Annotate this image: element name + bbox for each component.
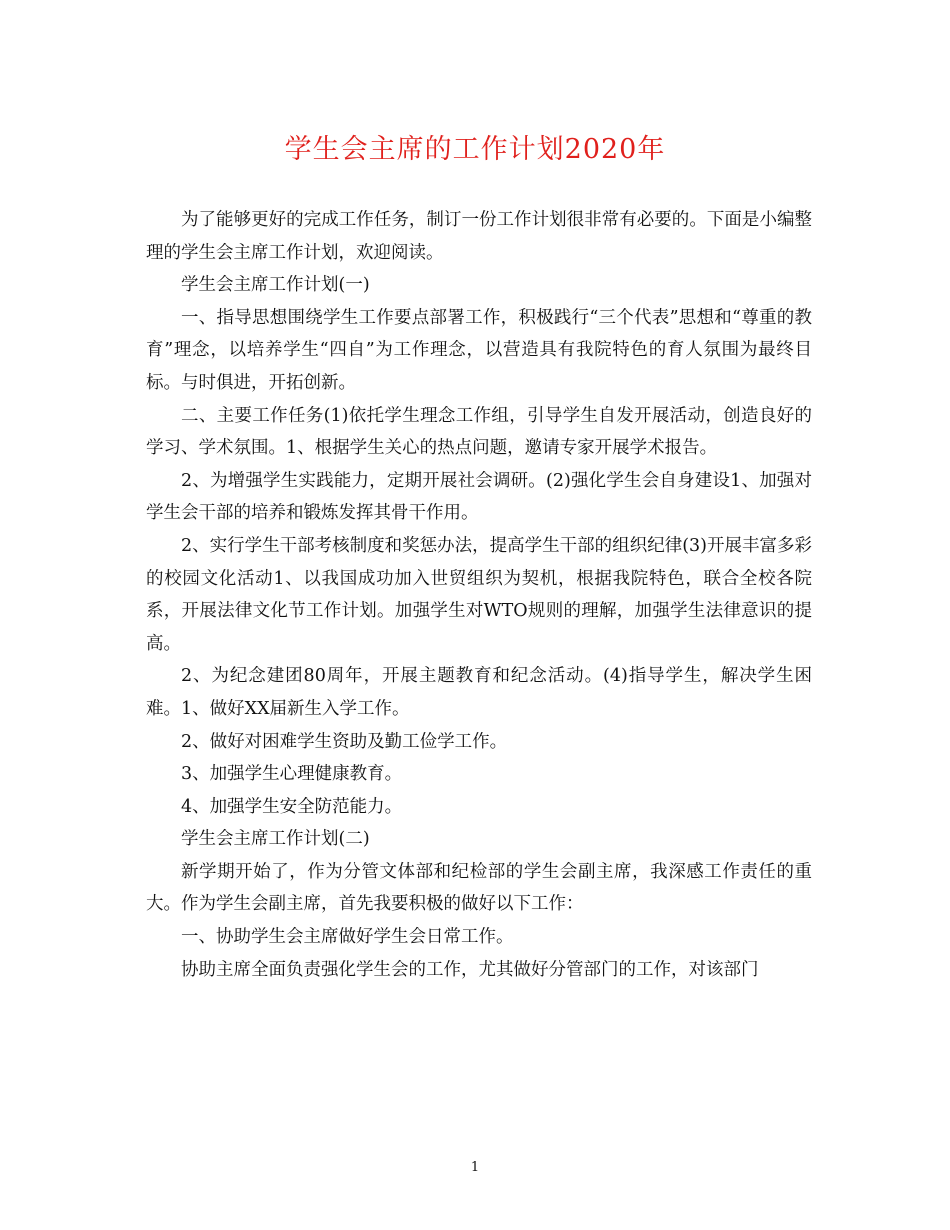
paragraph: 2、为纪念建团80周年，开展主题教育和纪念活动。(4)指导学生，解决学生困难。1、做好XX届新生入学工作。 [146, 666, 812, 719]
paragraph: 为了能够更好的完成工作任务，制订一份工作计划很非常有必要的。下面是小编整理的学生会主席工作计划，欢迎阅读。 [146, 210, 812, 263]
paragraph: 一、指导思想围绕学生工作要点部署工作，积极践行“三个代表”思想和“尊重的教育”理念，以培养学生“四自”为工作理念，以营造具有我院特色的育人氛围为最终目标。与时俱进，开拓创新。 [146, 307, 812, 393]
paragraph: 2、做好对困难学生资助及勤工俭学工作。 [181, 731, 508, 752]
section-heading: 学生会主席工作计划(二) [181, 829, 370, 850]
paragraph: 3、加强学生心理健康教育。 [181, 764, 403, 785]
page-number: 1 [470, 1160, 480, 1175]
document-body [146, 204, 812, 986]
paragraph: 2、实行学生干部考核制度和奖惩办法，提高学生干部的组织纪律(3)开展丰富多彩的校园文化活动1、以我国成功加入世贸组织为契机，根据我院特色，联合全校各院系，开展法律文化节工作计划。加强学生对WTO规则的理解，加强学生法律意识的提高。 [146, 535, 812, 654]
paragraph: 2、为增强学生实践能力，定期开展社会调研。(2)强化学生会自身建设1、加强对学生会干部的培养和锻炼发挥其骨干作用。 [146, 470, 812, 524]
section-heading: 学生会主席工作计划(一) [181, 275, 370, 296]
paragraph: 一、协助学生会主席做好学生会日常工作。 [181, 927, 514, 948]
paragraph: 4、加强学生安全防范能力。 [181, 796, 403, 817]
paragraph: 新学期开始了，作为分管文体部和纪检部的学生会副主席，我深感工作责任的重大。作为学生会副主席，首先我要积极的做好以下工作： [146, 861, 812, 915]
paragraph: 协助主席全面负责强化学生会的工作，尤其做好分管部门的工作，对该部门 [181, 959, 759, 980]
document-title: 学生会主席的工作计划2020年 [284, 134, 666, 165]
paragraph: 二、主要工作任务(1)依托学生理念工作组，引导学生自发开展活动，创造良好的学习、学术氛围。1、根据学生关心的热点问题，邀请专家开展学术报告。 [146, 405, 812, 459]
